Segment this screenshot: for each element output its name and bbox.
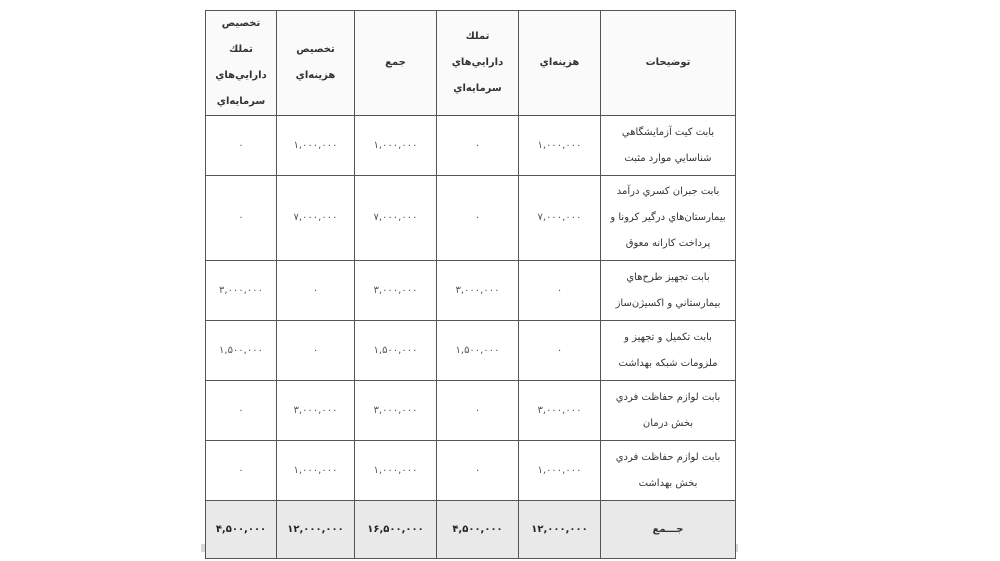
row-expense-allocation: ۷,۰۰۰,۰۰۰ bbox=[277, 176, 355, 261]
row-capital-allocation: ۱,۵۰۰,۰۰۰ bbox=[206, 321, 277, 381]
table-row bbox=[206, 381, 736, 441]
header-expense-allocation: تخصيص هزينه‌اي bbox=[277, 11, 355, 116]
header-total: جمع bbox=[355, 11, 437, 116]
row-expense-allocation: ۰ bbox=[277, 321, 355, 381]
row-capital: ۰ bbox=[437, 176, 519, 261]
row-total: ۳,۰۰۰,۰۰۰ bbox=[355, 381, 437, 441]
header-capital-allocation: تخصيص تملك دارايي‌هاي سرمايه‌اي bbox=[206, 11, 277, 116]
row-capital-allocation: ۰ bbox=[206, 381, 277, 441]
row-capital: ۰ bbox=[437, 381, 519, 441]
row-capital-allocation: ۰ bbox=[206, 441, 277, 501]
totals-label: جـــمع bbox=[601, 501, 736, 559]
row-expense-allocation: ۱,۰۰۰,۰۰۰ bbox=[277, 116, 355, 176]
row-expense: ۱,۰۰۰,۰۰۰ bbox=[519, 441, 601, 501]
row-capital: ۱,۵۰۰,۰۰۰ bbox=[437, 321, 519, 381]
row-expense-allocation: ۱,۰۰۰,۰۰۰ bbox=[277, 441, 355, 501]
row-description: بابت لوازم حفاظت فردي بخش بهداشت bbox=[601, 441, 736, 501]
totals-total: ۱۶,۵۰۰,۰۰۰ bbox=[355, 501, 437, 559]
table-row bbox=[206, 176, 736, 261]
header-description: توضيحات bbox=[601, 11, 736, 116]
row-description: بابت لوازم حفاظت فردي بخش درمان bbox=[601, 381, 736, 441]
row-total: ۱,۰۰۰,۰۰۰ bbox=[355, 116, 437, 176]
row-description: بابت تكميل و تجهيز و ملزومات شبكه بهداشت bbox=[601, 321, 736, 381]
table-row bbox=[206, 116, 736, 176]
row-total: ۱,۵۰۰,۰۰۰ bbox=[355, 321, 437, 381]
row-description: بابت جبران كسري درآمد بيمارستان‌هاي درگير كرونا و پرداخت كارانه معوق bbox=[601, 176, 736, 261]
row-capital-allocation: ۳,۰۰۰,۰۰۰ bbox=[206, 261, 277, 321]
row-total: ۳,۰۰۰,۰۰۰ bbox=[355, 261, 437, 321]
row-capital: ۳,۰۰۰,۰۰۰ bbox=[437, 261, 519, 321]
header-expense: هزينه‌اي bbox=[519, 11, 601, 116]
row-expense: ۰ bbox=[519, 321, 601, 381]
table-row bbox=[206, 321, 736, 381]
row-capital: ۰ bbox=[437, 116, 519, 176]
totals-capital-allocation: ۴,۵۰۰,۰۰۰ bbox=[206, 501, 277, 559]
row-expense: ۷,۰۰۰,۰۰۰ bbox=[519, 176, 601, 261]
budget-table bbox=[205, 10, 736, 559]
row-expense: ۱,۰۰۰,۰۰۰ bbox=[519, 116, 601, 176]
totals-row bbox=[206, 501, 736, 559]
row-expense: ۳,۰۰۰,۰۰۰ bbox=[519, 381, 601, 441]
row-description: بابت تجهيز طرح‌هاي بيمارستاني و اكسيژن‌ساز bbox=[601, 261, 736, 321]
row-capital-allocation: ۰ bbox=[206, 176, 277, 261]
totals-capital: ۴,۵۰۰,۰۰۰ bbox=[437, 501, 519, 559]
row-total: ۷,۰۰۰,۰۰۰ bbox=[355, 176, 437, 261]
header-capital-assets: تملك دارايي‌هاي سرمايه‌اي bbox=[437, 11, 519, 116]
row-description: بابت كيت آزمايشگاهي شناسايي موارد مثبت bbox=[601, 116, 736, 176]
row-capital: ۰ bbox=[437, 441, 519, 501]
table-row bbox=[206, 261, 736, 321]
row-total: ۱,۰۰۰,۰۰۰ bbox=[355, 441, 437, 501]
totals-expense: ۱۲,۰۰۰,۰۰۰ bbox=[519, 501, 601, 559]
row-expense-allocation: ۰ bbox=[277, 261, 355, 321]
row-capital-allocation: ۰ bbox=[206, 116, 277, 176]
table-row bbox=[206, 441, 736, 501]
row-expense: ۰ bbox=[519, 261, 601, 321]
totals-expense-allocation: ۱۲,۰۰۰,۰۰۰ bbox=[277, 501, 355, 559]
row-expense-allocation: ۳,۰۰۰,۰۰۰ bbox=[277, 381, 355, 441]
header-row bbox=[206, 11, 736, 116]
